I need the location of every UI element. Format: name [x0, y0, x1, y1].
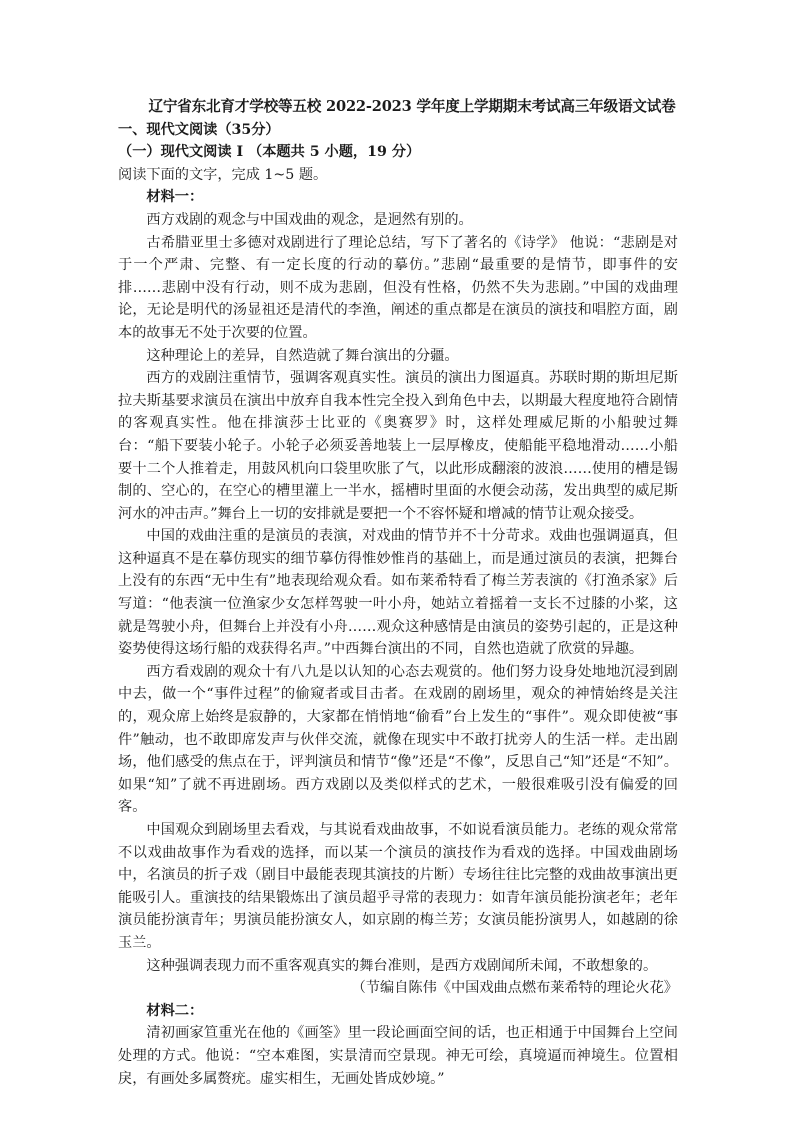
material-one-label: 材料一：	[146, 189, 204, 206]
reading-instruction: 阅读下面的文字，完成 1~5 题。	[118, 166, 328, 183]
paragraph: 清初画家笪重光在他的《画筌》里一段论画面空间的话，也正相通于中国舞台上空间处理的方式。他说：“空本难图，实景清而空景现。神无可绘，真境逼而神境生。位置相戾，有画处多属赘疣。虚实相生，无画处皆成妙境。”	[118, 1025, 678, 1087]
paragraph: 古希腊亚里士多德对戏剧进行了理论总结，写下了著名的《诗学》 他说：“悲剧是对于一个严肃、完整、有一定长度的行动的摹仿。”悲剧“最重要的是情节，即事件的安排……悲剧中没有行动，则不成为悲剧，但没有性格，仍然不失为悲剧。”中国的戏曲理论，无论是明代的汤显祖还是清代的李渔，阐述的重点都是在演员的演技和唱腔方面，剧本的故事无不处于次要的位置。	[118, 234, 678, 341]
paragraph: 这种强调表现力而不重客观真实的舞台准则，是西方戏剧闻所未闻，不敢想象的。	[146, 957, 658, 974]
source-citation: （节编自陈伟《中国戏曲点燃布莱希特的理论火花》	[351, 980, 678, 997]
paragraph: 中国的戏曲注重的是演员的表演，对戏曲的情节并不十分苛求。戏曲也强调逼真，但这种逼真不是在摹仿现实的细节摹仿得惟妙惟肖的基础上，而是通过演员的表演，把舞台上没有的东西“无中生有”地表现给观众看。如布莱希特看了梅兰芳表演的《打渔杀家》后写道：“他表演一位渔家少女怎样驾驶一叶小舟，她站立着摇着一支长不过膝的小桨，这就是驾驶小舟，但舞台上并没有小舟……观众这种感情是由演员的姿势引起的，正是这种姿势使得这场行船的戏获得名声。”中西舞台演出的不同，自然也造就了欣赏的异趣。	[118, 528, 678, 658]
paragraph: 西方的戏剧注重情节，强调客观真实性。演员的演出力图逼真。苏联时期的斯坦尼斯拉夫斯基要求演员在演出中放弃自我本性完全投入到角色中去，以期最大程度地符合剧情的客观真实性。他在排演莎士比亚的《奥赛罗》时，这样处理威尼斯的小船驶过舞台：“船下要装小轮子。小轮子必须妥善地装上一层厚橡皮，使船能平稳地滑动……小船要十二个人推着走，用鼓风机向口袋里吹胀了气，以此形成翻滚的波浪……使用的槽是锡制的、空心的，在空心的槽里灌上一半水，摇槽时里面的水便会动荡，发出典型的威尼斯河水的冲击声。”舞台上一切的安排就是要把一个不容怀疑和增减的情节让观众接受。	[118, 370, 678, 522]
section-heading: 一、现代文阅读（35分）	[118, 121, 280, 138]
document-content	[118, 96, 678, 1090]
paragraph: 中国观众到剧场里去看戏，与其说看戏曲故事，不如说看演员能力。老练的观众常常不以戏曲故事作为看戏的选择，而以某一个演员的演技作为看戏的选择。中国戏曲剧场中，名演员的折子戏（剧目中最能表现其演技的片断）专场往往比完整的戏曲故事演出更能吸引人。重演技的结果锻炼出了演员超乎寻常的表现力：如青年演员能扮演老年；老年演员能扮演青年；男演员能扮演女人，如京剧的梅兰芳；女演员能扮演男人，如越剧的徐玉兰。	[118, 822, 678, 951]
exam-title: 辽宁省东北育才学校等五校 2022-2023 学年度上学期期末考试高三年级语文试卷	[148, 98, 676, 115]
material-two-label: 材料二：	[146, 1002, 204, 1019]
paragraph: 西方看戏剧的观众十有八九是以认知的心态去观赏的。他们努力设身处地地沉浸到剧中去，做一个“事件过程”的偷窥者或目击者。在戏剧的剧场里，观众的神情始终是关注的，观众席上始终是寂静的，大家都在悄悄地“偷看”台上发生的“事件”。观众即使被“事件”触动，也不敢即席发声与伙伴交流，就像在现实中不敢打扰旁人的生活一样。走出剧场，他们感受的焦点在于，评判演员和情节“像”还是“不像”，反思自己“知”还是“不知”。如果“知”了就不再进剧场。西方戏剧以及类似样式的艺术，一般很难吸引没有偏爱的回客。	[118, 663, 678, 816]
paragraph: 这种理论上的差异，自然造就了舞台演出的分疆。	[146, 347, 459, 364]
paragraph: 西方戏剧的观念与中国戏曲的观念，是迥然有别的。	[146, 211, 473, 228]
subsection-heading: （一）现代文阅读 I （本题共 5 小题，19 分）	[118, 144, 421, 161]
